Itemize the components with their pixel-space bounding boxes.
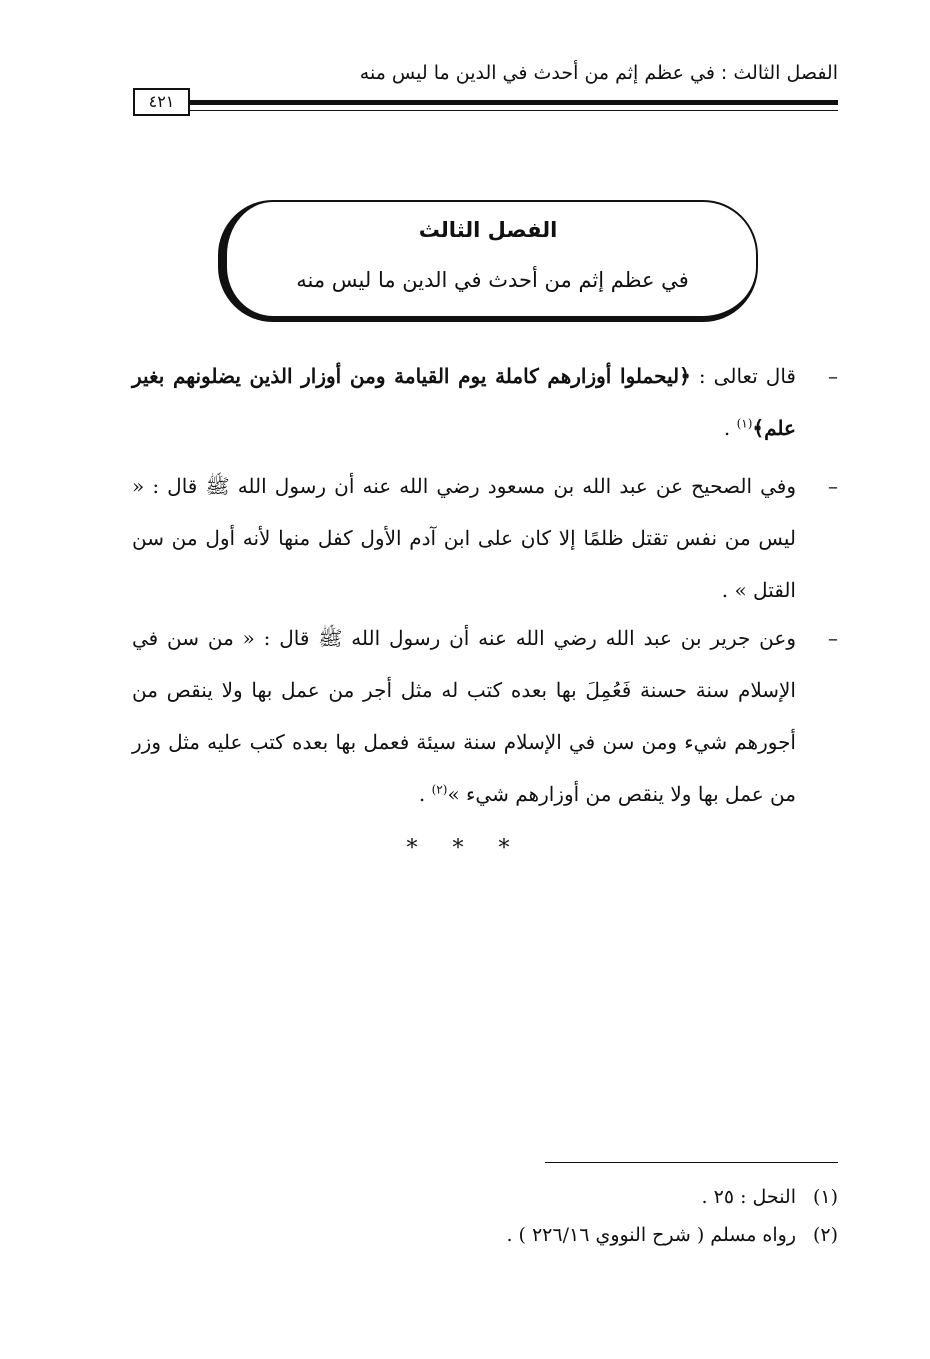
chapter-title: الفصل الثالث [418, 218, 558, 242]
footnote-ref: (٢) [431, 782, 448, 797]
footnote-number: (٢) [812, 1224, 838, 1246]
page-number: ٤٢١ [133, 88, 190, 116]
paragraph-end: . [723, 416, 737, 440]
body-paragraph-3 [132, 612, 838, 820]
footnote-rule [545, 1162, 838, 1163]
footnote-number: (١) [812, 1186, 838, 1208]
paragraph [132, 612, 838, 820]
paragraph-end: . [418, 782, 432, 806]
paragraph-intro: قال تعالى : [690, 364, 796, 388]
header-rule-thin [190, 110, 838, 111]
section-separator: * * * [406, 836, 524, 861]
footnote-text: رواه مسلم ( شرح النووي ٢٢٦/١٦ ) . [506, 1224, 796, 1246]
hadith-text: وعن جرير بن عبد الله رضي الله عنه أن رسول الله ﷺ قال : « من سن في الإسلام سنة حسنة فَعُمِلَ بها بعده كتب له مثل أجر من عمل بها ولا ينقص من أجورهم شيء ومن سن في الإسلام سنة سيئة فعمل بها بعده كتب عليه مثل وزر من عمل بها ولا ينقص من أوزارهم شيء » [132, 626, 796, 806]
hadith-text: وفي الصحيح عن عبد الله بن مسعود رضي الله عنه أن رسول الله ﷺ قال : « ليس من نفس تقتل ظلمًا إلا كان على ابن آدم الأول كفل منها لأنه أول من سن القتل » . [132, 474, 796, 602]
footnote-1 [506, 1178, 838, 1216]
running-header-title: الفصل الثالث : في عظم إثم من أحدث في الدين ما ليس منه [359, 62, 838, 84]
bullet-dash: – [828, 474, 838, 498]
header-rule-thick [190, 100, 838, 105]
quran-verse: ﴿ليحملوا أوزارهم كاملة يوم القيامة ومن أوزار الذين يضلونهم بغير علم﴾ [132, 364, 796, 440]
body-paragraph-1 [132, 350, 838, 454]
bullet-dash: – [828, 364, 838, 388]
footnote-text: النحل : ٢٥ . [701, 1186, 796, 1208]
bullet-dash: – [828, 626, 838, 650]
footnote-2 [506, 1216, 838, 1254]
footnote-ref: (١) [736, 416, 753, 431]
paragraph [132, 350, 838, 454]
footnotes [506, 1178, 838, 1254]
body-paragraph-2 [132, 460, 838, 616]
paragraph [132, 460, 838, 616]
chapter-subtitle: في عظم إثم من أحدث في الدين ما ليس منه [296, 268, 689, 292]
